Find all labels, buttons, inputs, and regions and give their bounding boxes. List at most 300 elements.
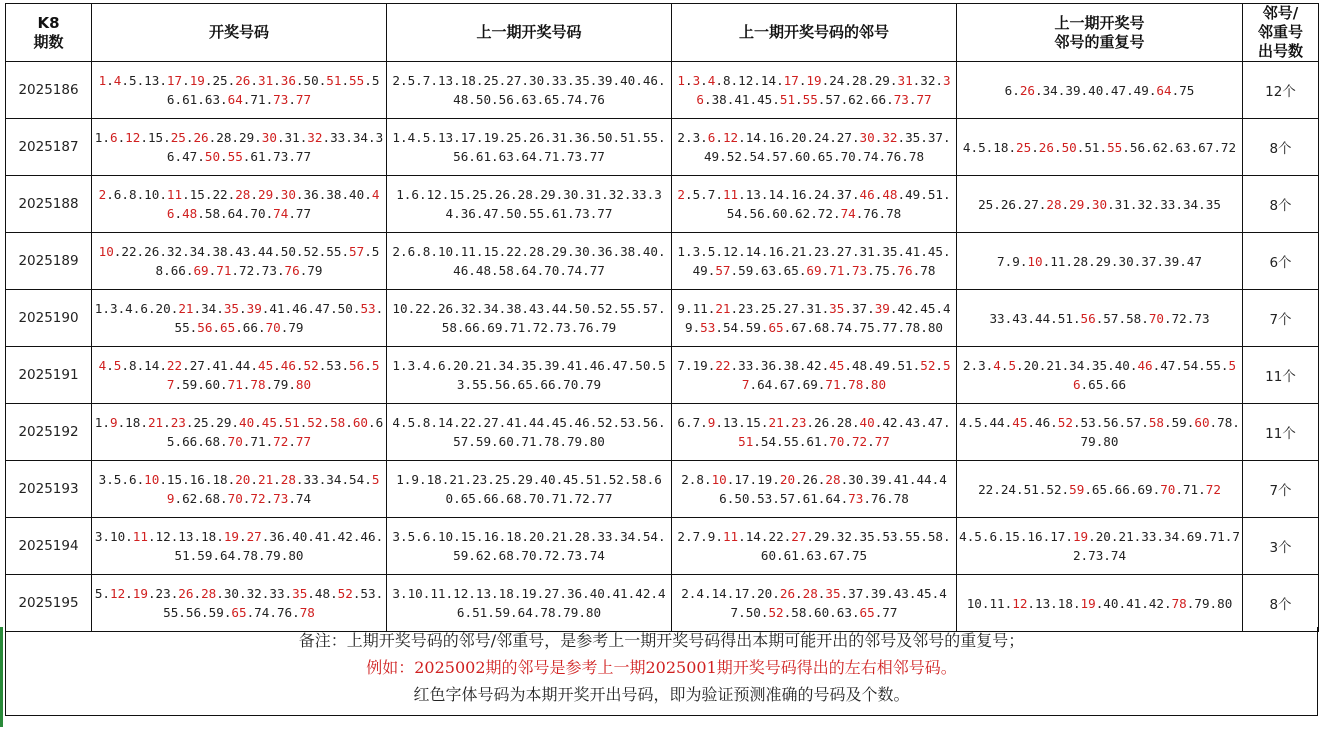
separator: . (491, 548, 499, 563)
repeats-cell-numbers (957, 81, 1242, 100)
separator: . (658, 130, 666, 145)
header-prev-neighbors[interactable]: 上一期开奖号码的邻号 (672, 4, 957, 62)
neighbors-cell[interactable] (672, 176, 957, 233)
number: 23 (814, 244, 830, 259)
number: 69 (802, 377, 818, 392)
neighbors-cell[interactable] (672, 518, 957, 575)
separator: . (566, 130, 575, 145)
number: 62 (475, 548, 492, 563)
separator: . (1118, 415, 1127, 430)
number: 58 (155, 244, 380, 278)
separator: . (700, 130, 708, 145)
draw-cell[interactable] (92, 62, 387, 119)
neighbors-cell[interactable] (672, 62, 957, 119)
issue-cell[interactable]: 2025191 (6, 347, 92, 404)
number: 58 (330, 415, 346, 430)
separator: . (760, 415, 769, 430)
separator: . (445, 358, 454, 373)
separator: . (855, 206, 864, 221)
prev-draw-cell[interactable] (387, 119, 672, 176)
separator: . (981, 595, 990, 611)
number: 21 (1046, 358, 1062, 373)
repeats-cell[interactable] (957, 176, 1243, 233)
separator: . (749, 586, 758, 601)
number: 71 (250, 434, 266, 449)
number: 61 (475, 149, 492, 164)
number: 72 (1205, 481, 1221, 497)
separator: . (863, 491, 871, 506)
separator: . (453, 529, 461, 544)
number: 36 (696, 73, 951, 107)
separator: . (1088, 253, 1096, 269)
separator: . (1107, 481, 1115, 497)
repeats-cell-numbers (957, 356, 1242, 394)
number: 77 (916, 92, 932, 107)
number: 36 (166, 130, 384, 164)
hit-count-cell[interactable]: 11个 (1243, 404, 1319, 461)
separator: . (570, 320, 579, 335)
number: 26 (178, 586, 194, 601)
repeats-cell[interactable] (957, 575, 1243, 632)
separator: . (1095, 595, 1104, 611)
hit-count-cell[interactable]: 8个 (1243, 176, 1319, 233)
hit-count-cell[interactable]: 11个 (1243, 347, 1319, 404)
number: 45 (920, 301, 936, 316)
separator: . (1190, 139, 1199, 155)
separator: . (276, 263, 285, 278)
header-issue[interactable]: K8 期数 (6, 4, 92, 62)
number: 56 (1103, 415, 1119, 430)
separator: . (453, 415, 461, 430)
number: 47 (1186, 253, 1202, 269)
issue-cell[interactable]: 2025186 (6, 62, 92, 119)
number: 4 (113, 73, 122, 88)
remarks-box[interactable] (5, 627, 1318, 716)
draw-cell[interactable] (92, 404, 387, 461)
separator: . (703, 92, 712, 107)
number: 11 (722, 187, 739, 202)
hit-count-cell[interactable]: 7个 (1243, 290, 1319, 347)
separator: . (276, 130, 285, 145)
number: 46 (859, 187, 875, 202)
repeats-cell[interactable] (957, 404, 1243, 461)
number: 40 (642, 244, 659, 259)
number: 29 (1069, 196, 1085, 212)
number: 20 (779, 472, 796, 487)
separator: . (776, 434, 784, 449)
hit-count-cell[interactable]: 8个 (1243, 575, 1319, 632)
number: 27 (189, 358, 205, 373)
number: 74 (863, 149, 879, 164)
separator: . (715, 244, 723, 259)
separator: . (844, 434, 852, 449)
separator: . (242, 149, 251, 164)
separator: . (284, 529, 293, 544)
separator: . (1110, 253, 1119, 269)
prev-draw-cell[interactable] (387, 404, 672, 461)
number: 56 (1080, 310, 1096, 326)
number: 65 (517, 377, 533, 392)
number: 5 (407, 529, 416, 544)
separator: . (1019, 529, 1028, 544)
prev-draw-cell[interactable] (387, 176, 672, 233)
draw-cell-numbers (92, 470, 386, 508)
repeats-cell[interactable] (957, 233, 1243, 290)
separator: . (582, 434, 590, 449)
separator: . (1107, 196, 1115, 212)
prev-draw-cell[interactable] (387, 62, 672, 119)
prev-draw-cell[interactable] (387, 461, 672, 518)
prev-draw-cell[interactable] (387, 233, 672, 290)
header-prev-draw[interactable]: 上一期开奖号码 (387, 4, 672, 62)
number: 71 (825, 377, 841, 392)
issue-cell[interactable]: 2025187 (6, 119, 92, 176)
repeats-cell[interactable] (957, 62, 1243, 119)
number: 21 (178, 301, 194, 316)
number: 40 (349, 187, 365, 202)
separator: . (829, 529, 837, 544)
separator: . (468, 263, 476, 278)
number: 7 (677, 358, 685, 373)
number: 55 (905, 529, 921, 544)
neighbors-cell[interactable] (672, 233, 957, 290)
separator: . (475, 130, 484, 145)
number: 71 (510, 320, 526, 335)
separator: . (136, 472, 145, 487)
separator: . (487, 377, 495, 392)
hit-count-cell[interactable]: 12个 (1243, 62, 1319, 119)
neighbors-cell[interactable] (672, 290, 957, 347)
separator: . (589, 301, 598, 316)
separator: . (798, 434, 807, 449)
repeats-cell[interactable] (957, 119, 1243, 176)
separator: . (491, 92, 499, 107)
separator: . (265, 149, 274, 164)
number: 55 (642, 130, 659, 145)
draw-cell[interactable] (92, 461, 387, 518)
separator: . (566, 73, 575, 88)
number: 25 (483, 73, 499, 88)
hit-count-cell[interactable]: 7个 (1243, 461, 1319, 518)
separator: . (475, 73, 484, 88)
separator: . (798, 301, 807, 316)
separator: . (817, 586, 826, 601)
separator: . (1072, 310, 1081, 326)
number: 45 (829, 358, 845, 373)
number: 20 (757, 586, 773, 601)
separator: . (415, 415, 423, 430)
number: 9 (677, 301, 685, 316)
separator: . (966, 529, 975, 544)
number: 65 (783, 263, 799, 278)
number: 71 (1182, 481, 1199, 497)
number: 49 (1133, 82, 1149, 98)
number: 25 (170, 130, 186, 145)
number: 74 (840, 206, 856, 221)
number: 11 (460, 244, 476, 259)
separator: . (174, 92, 183, 107)
number: 33 (989, 310, 1005, 326)
hit-count-cell[interactable]: 8个 (1243, 119, 1319, 176)
separator: . (453, 206, 461, 221)
number: 51 (326, 73, 342, 88)
draw-cell[interactable] (92, 518, 387, 575)
number: 46 (589, 358, 605, 373)
number: 48 (851, 358, 868, 373)
separator: . (276, 415, 285, 430)
separator: . (1133, 253, 1142, 269)
number: 17 (460, 130, 476, 145)
number: 29 (551, 244, 567, 259)
number: 35 (223, 301, 240, 316)
number: 26 (779, 586, 796, 601)
separator: . (246, 605, 255, 620)
number: 71 (829, 263, 845, 278)
number: 30 (848, 472, 864, 487)
neighbors-cell[interactable] (672, 575, 957, 632)
repeats-cell[interactable] (957, 518, 1243, 575)
number: 50 (597, 130, 613, 145)
number: 50 (475, 92, 492, 107)
prev-draw-cell[interactable] (387, 518, 672, 575)
number: 51 (1057, 310, 1073, 326)
separator: . (273, 244, 281, 259)
number: 78 (893, 491, 909, 506)
separator: . (776, 301, 784, 316)
hit-count-cell[interactable]: 3个 (1243, 518, 1319, 575)
number: 62 (848, 92, 864, 107)
separator: . (753, 263, 761, 278)
separator: . (650, 358, 659, 373)
number: 54 (726, 206, 742, 221)
prev-draw-cell[interactable] (387, 347, 672, 404)
number: 7 (707, 187, 716, 202)
separator: . (307, 301, 315, 316)
number: 70 (265, 320, 281, 335)
number: 13 (437, 130, 454, 145)
number: 71 (544, 149, 560, 164)
number: 7 (692, 529, 701, 544)
number: 57 (772, 149, 788, 164)
separator: . (532, 377, 541, 392)
separator: . (1103, 548, 1111, 563)
separator: . (1016, 196, 1024, 212)
separator: . (589, 415, 598, 430)
number: 12 (125, 130, 141, 145)
separator: . (821, 548, 830, 563)
number: 54 (349, 472, 365, 487)
number: 64 (521, 263, 537, 278)
separator: . (544, 415, 552, 430)
number: 1 (98, 73, 107, 88)
number: 34 (1042, 82, 1058, 98)
number: 50 (745, 605, 761, 620)
neighbors-cell-numbers (672, 470, 956, 508)
number: 64 (825, 491, 841, 506)
number: 51 (174, 548, 190, 563)
number: 19 (757, 472, 773, 487)
number: 36 (303, 187, 319, 202)
prev-draw-cell-numbers (387, 470, 671, 508)
number: 56 (453, 149, 469, 164)
number: 45 (1012, 415, 1028, 430)
number: 12 (738, 73, 754, 88)
hit-count-cell[interactable]: 6个 (1243, 233, 1319, 290)
header-draw[interactable]: 开奖号码 (92, 4, 387, 62)
separator: . (703, 586, 712, 601)
separator: . (216, 301, 224, 316)
repeats-cell[interactable] (957, 347, 1243, 404)
separator: . (197, 377, 205, 392)
number: 55 (620, 301, 636, 316)
issue-cell[interactable]: 2025192 (6, 404, 92, 461)
neighbors-cell[interactable] (672, 347, 957, 404)
number: 60 (795, 149, 811, 164)
number: 45 (563, 472, 579, 487)
number: 5 (1008, 358, 1017, 373)
number: 44 (529, 415, 545, 430)
number: 52 (1057, 415, 1073, 430)
number: 46 (292, 301, 308, 316)
separator: . (204, 358, 213, 373)
number: 63 (760, 263, 777, 278)
separator: . (943, 529, 951, 544)
separator: . (776, 548, 784, 563)
number: 40 (239, 415, 255, 430)
number: 38 (711, 92, 727, 107)
issue-cell[interactable]: 2025189 (6, 233, 92, 290)
separator: . (851, 320, 860, 335)
separator: . (840, 472, 849, 487)
number: 27 (506, 73, 522, 88)
repeats-cell[interactable] (957, 290, 1243, 347)
separator: . (399, 529, 408, 544)
issue-cell[interactable]: 2025190 (6, 290, 92, 347)
separator: . (738, 244, 746, 259)
separator: . (844, 301, 852, 316)
number: 62 (182, 491, 198, 506)
separator: . (684, 358, 693, 373)
issue-cell[interactable]: 2025195 (6, 575, 92, 632)
number: 41 (506, 415, 522, 430)
number: 65 (166, 415, 384, 449)
neighbors-cell[interactable] (672, 461, 957, 518)
number: 57 (715, 263, 731, 278)
number: 57 (349, 244, 365, 259)
number: 57 (642, 301, 658, 316)
number: 10 (437, 244, 454, 259)
neighbors-cell-numbers (672, 128, 956, 166)
separator: . (658, 529, 666, 544)
separator: . (844, 358, 852, 373)
table-row (6, 404, 1319, 461)
neighbors-cell-numbers (672, 299, 956, 337)
separator: . (749, 377, 758, 392)
draw-cell[interactable] (92, 233, 387, 290)
separator: . (1198, 481, 1206, 497)
separator: . (1198, 196, 1206, 212)
number: 41 (612, 586, 628, 601)
separator: . (121, 358, 129, 373)
number: 6 (411, 187, 419, 202)
separator: . (1164, 595, 1172, 611)
cell-cursor-marker (0, 627, 3, 727)
separator: . (730, 358, 739, 373)
separator: . (364, 358, 372, 373)
separator: . (1213, 139, 1221, 155)
prev-draw-cell[interactable] (387, 575, 672, 632)
number: 2 (392, 73, 400, 88)
separator: . (772, 472, 780, 487)
number: 51 (779, 92, 796, 107)
number: 41 (1126, 595, 1142, 611)
draw-cell[interactable] (92, 290, 387, 347)
separator: . (1141, 415, 1149, 430)
separator: . (242, 491, 251, 506)
number: 71 (216, 263, 232, 278)
number: 29 (540, 187, 556, 202)
number: 54 (722, 320, 739, 335)
draw-cell[interactable] (92, 176, 387, 233)
separator: . (578, 472, 586, 487)
draw-cell[interactable] (92, 575, 387, 632)
issue-cell[interactable]: 2025188 (6, 176, 92, 233)
separator: . (295, 187, 304, 202)
number: 50 (337, 301, 353, 316)
number: 63 (204, 92, 221, 107)
neighbors-cell[interactable] (672, 119, 957, 176)
separator: . (415, 73, 423, 88)
separator: . (795, 92, 803, 107)
number: 19 (223, 529, 239, 544)
draw-cell[interactable] (92, 347, 387, 404)
separator: . (242, 434, 251, 449)
separator: . (1004, 253, 1013, 269)
separator: . (1080, 82, 1089, 98)
separator: . (174, 206, 183, 221)
repeats-cell-numbers (957, 138, 1242, 157)
number: 36 (280, 73, 296, 88)
separator: . (867, 301, 875, 316)
number: 49 (874, 358, 890, 373)
issue-cell[interactable]: 2025194 (6, 518, 92, 575)
separator: . (341, 187, 350, 202)
separator: . (981, 529, 990, 544)
header-hit-count[interactable]: 邻号/ 邻重号 出号数 (1243, 4, 1319, 62)
separator: . (920, 130, 928, 145)
separator: . (136, 187, 145, 202)
separator: . (1084, 358, 1092, 373)
number: 67 (1198, 139, 1214, 155)
separator: . (536, 434, 545, 449)
number: 21 (449, 472, 465, 487)
separator: . (197, 491, 205, 506)
separator: . (798, 263, 807, 278)
number: 60 (204, 377, 221, 392)
number: 31 (1114, 196, 1130, 212)
issue-cell[interactable]: 2025193 (6, 461, 92, 518)
number: 28 (1046, 196, 1062, 212)
separator: . (273, 187, 281, 202)
draw-cell[interactable] (92, 119, 387, 176)
prev-draw-cell[interactable] (387, 290, 672, 347)
separator: . (189, 548, 198, 563)
neighbors-cell[interactable] (672, 404, 957, 461)
number: 5 (974, 529, 982, 544)
repeats-cell[interactable] (957, 461, 1243, 518)
header-neighbor-repeats[interactable]: 上一期开奖号 邻号的重复号 (957, 4, 1243, 62)
separator: . (806, 605, 814, 620)
